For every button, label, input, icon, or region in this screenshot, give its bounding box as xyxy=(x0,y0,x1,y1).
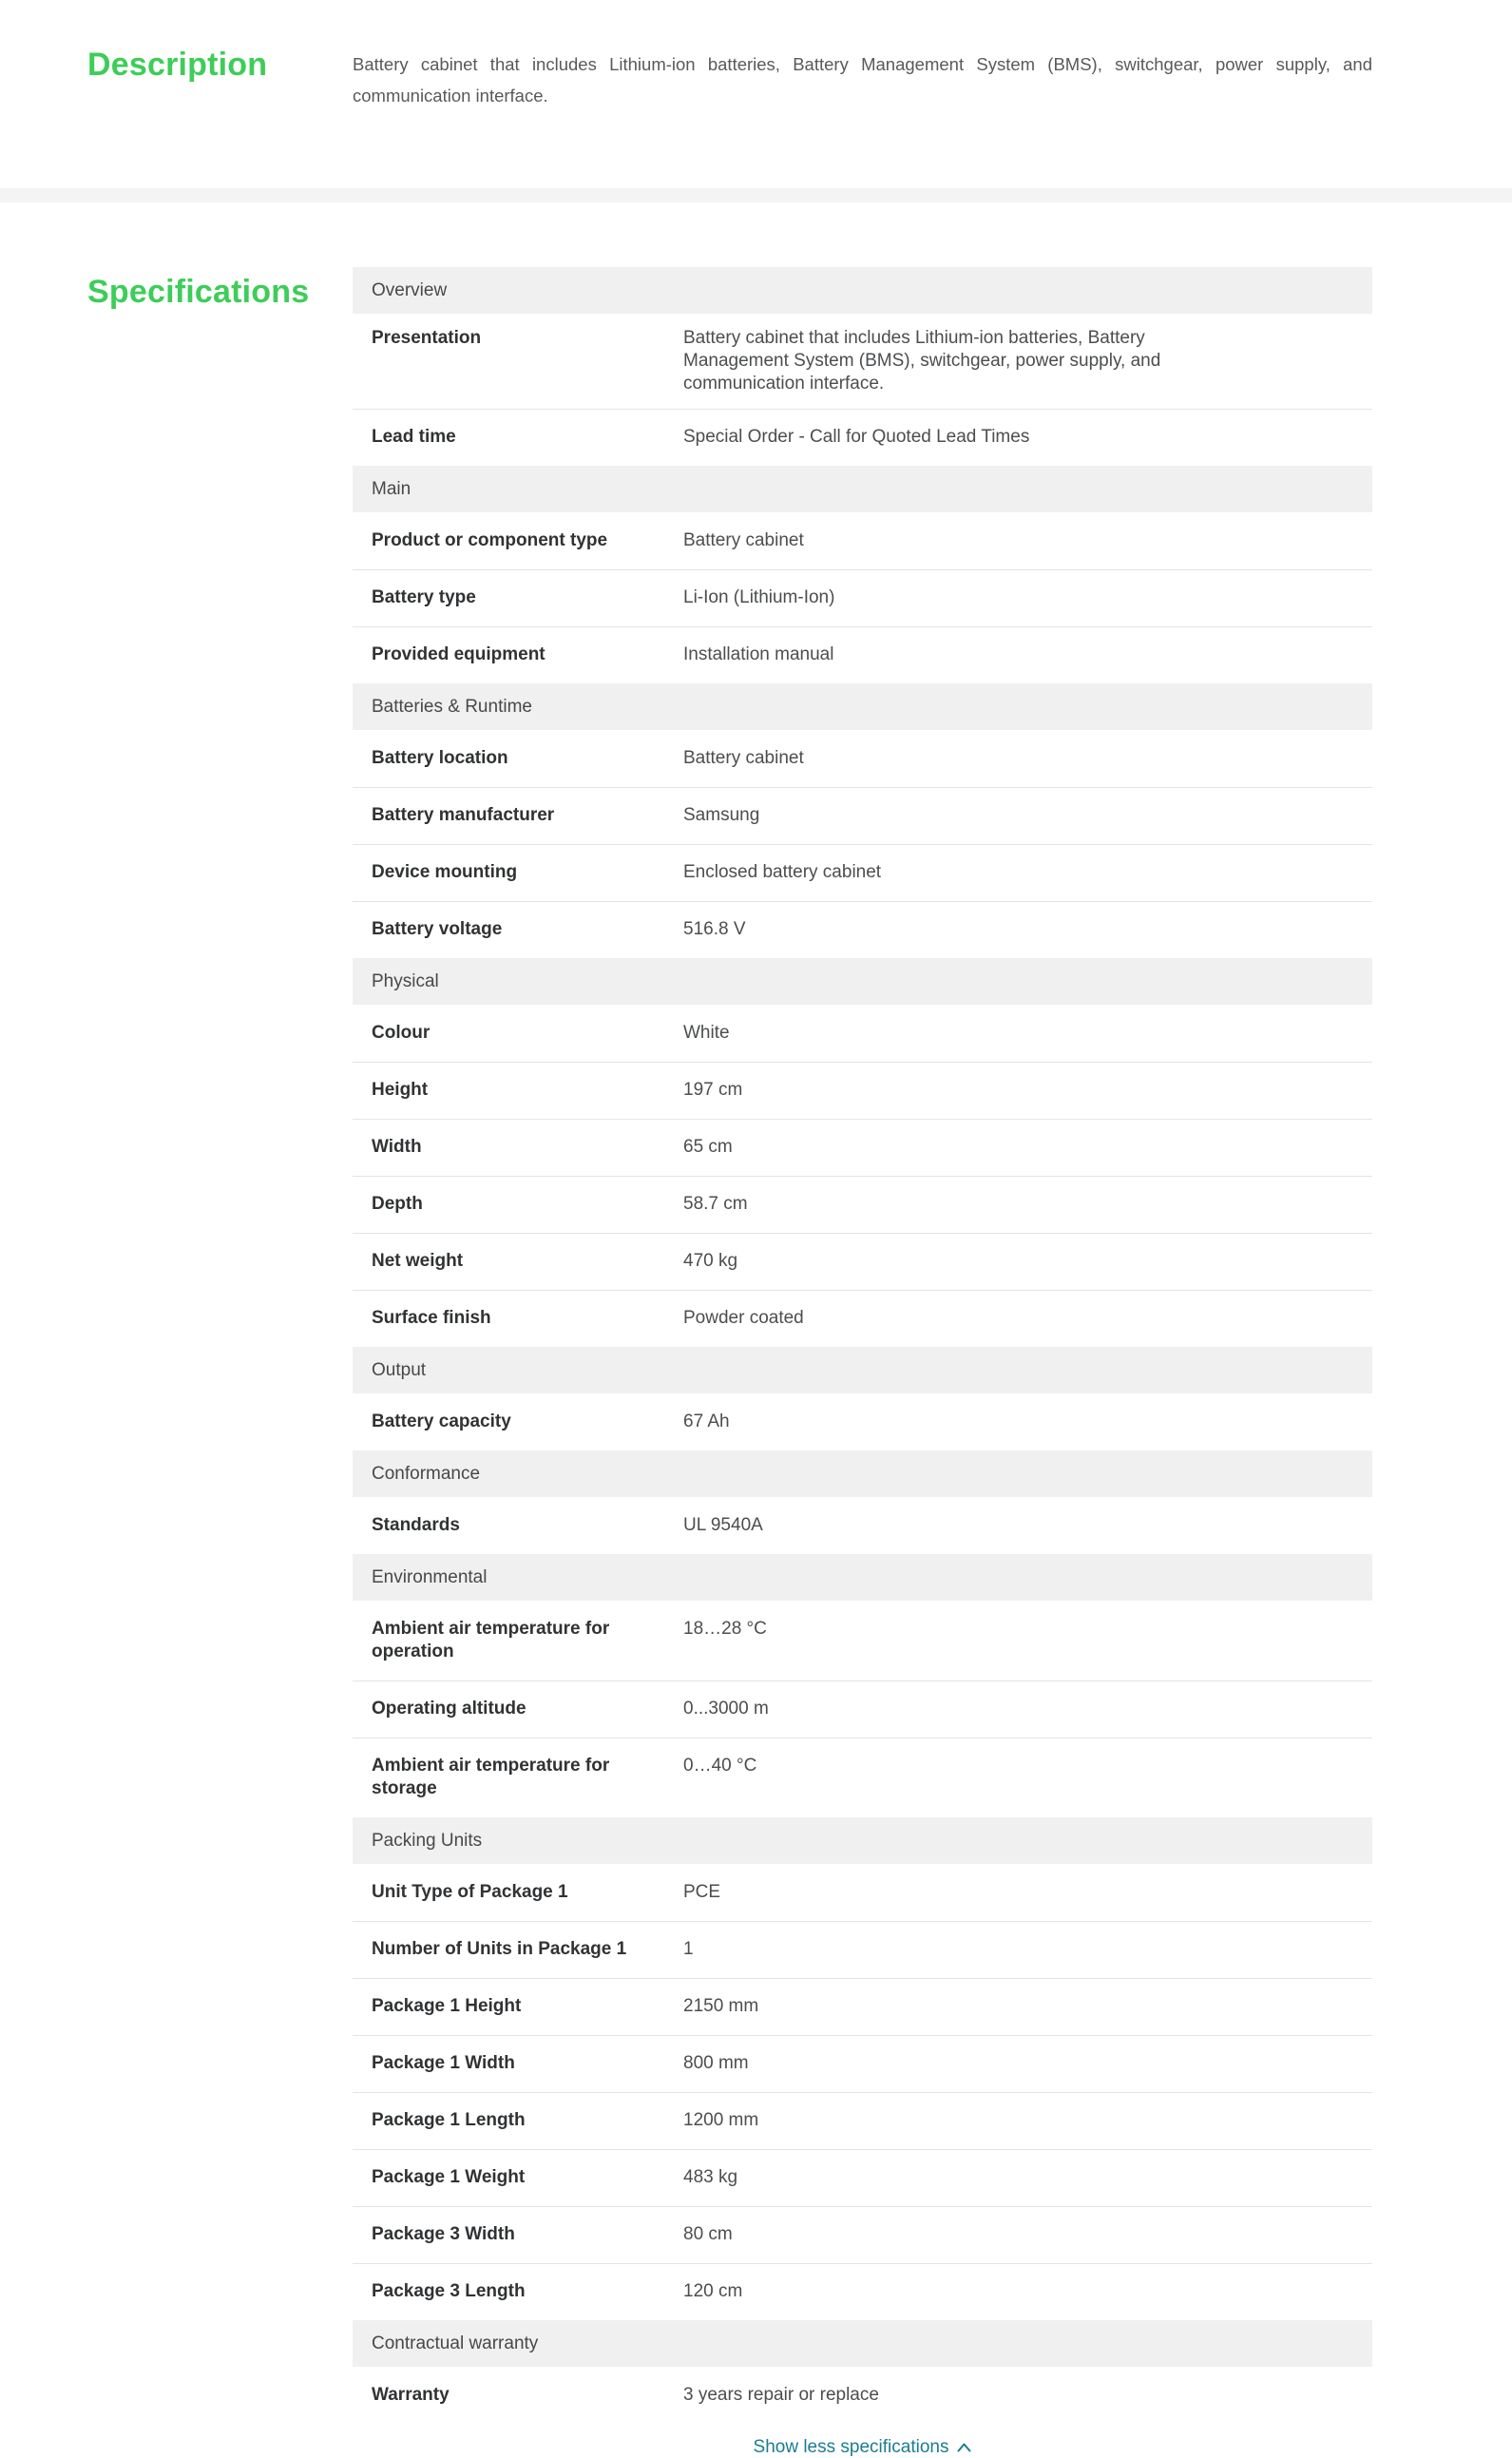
spec-row-value: Battery cabinet xyxy=(683,748,804,768)
spec-row xyxy=(353,1978,1372,2035)
spec-row xyxy=(353,569,1372,626)
spec-row-label: Standards xyxy=(372,1515,460,1535)
spec-row-label: Provided equipment xyxy=(372,644,545,664)
spec-row-value: Battery cabinet that includes Lithium-ion batteries, Battery Management System (BMS), switchgear, power supply, and communication interface. xyxy=(683,328,1161,394)
spec-row xyxy=(353,2149,1372,2206)
description-text: Battery cabinet that includes Lithium-ion batteries, Battery Management System (BMS), switchgear, power supply, and communication interface. xyxy=(353,54,1372,106)
spec-group-header: Contractual warranty xyxy=(353,2320,1372,2367)
spec-row xyxy=(353,1680,1372,1738)
spec-row-label: Battery manufacturer xyxy=(372,805,555,825)
spec-row xyxy=(353,2035,1372,2092)
spec-row xyxy=(353,1290,1372,1347)
spec-row xyxy=(353,2206,1372,2263)
spec-row xyxy=(353,844,1372,901)
spec-row-value: UL 9540A xyxy=(683,1515,763,1535)
spec-row-value: 2150 mm xyxy=(683,1996,759,2016)
spec-row-value: 80 cm xyxy=(683,2224,733,2244)
section-divider xyxy=(0,188,1512,202)
spec-row xyxy=(353,2092,1372,2149)
spec-row xyxy=(353,2367,1372,2424)
specifications-title: Specifications xyxy=(87,274,310,310)
spec-row xyxy=(353,730,1372,787)
spec-row-label: Battery capacity xyxy=(372,1411,511,1431)
spec-row xyxy=(353,1393,1372,1450)
spec-row-label: Battery type xyxy=(372,587,476,607)
spec-row-label: Warranty xyxy=(372,2385,450,2405)
spec-row-value: PCE xyxy=(683,1882,721,1902)
spec-row-value: Samsung xyxy=(683,805,760,825)
spec-row-value: 0…40 °C xyxy=(683,1756,757,1776)
spec-row-value: Powder coated xyxy=(683,1308,804,1328)
spec-row-value: Installation manual xyxy=(683,644,834,664)
spec-row-label: Package 1 Height xyxy=(372,1996,522,2016)
spec-row xyxy=(353,901,1372,958)
spec-row-label: Package 1 Length xyxy=(372,2110,526,2130)
description-content-column xyxy=(353,46,1512,111)
spec-row-label: Ambient air temperature for operation xyxy=(372,1619,610,1661)
spec-row-value: Battery cabinet xyxy=(683,530,804,550)
spec-row-label: Ambient air temperature for storage xyxy=(372,1756,610,1798)
spec-group-header: Conformance xyxy=(353,1450,1372,1497)
chevron-up-icon xyxy=(957,2443,971,2452)
spec-row xyxy=(353,1738,1372,1817)
spec-row-label: Width xyxy=(372,1137,422,1157)
spec-row-label: Package 3 Length xyxy=(372,2281,526,2301)
spec-row-label: Presentation xyxy=(372,328,482,348)
spec-row-value: 67 Ah xyxy=(683,1411,730,1431)
spec-row-label: Package 1 Weight xyxy=(372,2167,526,2187)
spec-row-value: White xyxy=(683,1023,730,1043)
spec-row-label: Battery voltage xyxy=(372,919,503,939)
spec-row-label: Colour xyxy=(372,1023,431,1043)
spec-row-value: Li-Ion (Lithium-Ion) xyxy=(683,587,835,607)
spec-row-value: 470 kg xyxy=(683,1251,738,1271)
spec-row-value: 0...3000 m xyxy=(683,1699,769,1719)
spec-row-value: 800 mm xyxy=(683,2053,749,2073)
spec-row-value: 58.7 cm xyxy=(683,1194,748,1214)
spec-row xyxy=(353,1601,1372,1680)
spec-row-label: Device mounting xyxy=(372,862,518,882)
spec-row-label: Lead time xyxy=(372,427,456,447)
spec-row xyxy=(353,2263,1372,2320)
show-less-specifications-label: Show less specifications xyxy=(753,2437,949,2457)
spec-group-header: Main xyxy=(353,466,1372,512)
specifications-heading-column xyxy=(0,267,353,311)
spec-row-label: Package 3 Width xyxy=(372,2224,515,2244)
spec-group-header: Environmental xyxy=(353,1554,1372,1601)
show-link-row xyxy=(353,2424,1372,2458)
spec-row-value: 3 years repair or replace xyxy=(683,2385,879,2405)
description-title: Description xyxy=(87,47,268,83)
spec-row-label: Package 1 Width xyxy=(372,2053,515,2073)
specifications-table xyxy=(353,267,1372,2424)
spec-row xyxy=(353,1062,1372,1119)
specifications-content-column xyxy=(353,267,1512,2458)
spec-row-label: Number of Units in Package 1 xyxy=(372,1939,627,1959)
spec-group-header: Overview xyxy=(353,267,1372,314)
spec-row-label: Battery location xyxy=(372,748,508,768)
spec-row xyxy=(353,1119,1372,1176)
specifications-section xyxy=(0,202,1512,2458)
description-section xyxy=(0,0,1512,188)
spec-row-label: Depth xyxy=(372,1194,423,1214)
spec-row xyxy=(353,512,1372,569)
spec-group-header: Output xyxy=(353,1347,1372,1393)
spec-row-label: Surface finish xyxy=(372,1308,491,1328)
spec-group-header: Batteries & Runtime xyxy=(353,683,1372,730)
spec-row xyxy=(353,1497,1372,1554)
spec-row-value: 197 cm xyxy=(683,1080,743,1100)
spec-row-label: Product or component type xyxy=(372,530,608,550)
spec-row-value: Enclosed battery cabinet xyxy=(683,862,882,882)
spec-row-value: 120 cm xyxy=(683,2281,743,2301)
spec-group-header: Packing Units xyxy=(353,1817,1372,1864)
show-less-specifications-link[interactable] xyxy=(754,2437,972,2458)
spec-row xyxy=(353,1921,1372,1978)
spec-row xyxy=(353,409,1372,466)
spec-row xyxy=(353,314,1372,409)
spec-row-value: Special Order - Call for Quoted Lead Times xyxy=(683,427,1030,447)
spec-row xyxy=(353,1005,1372,1062)
spec-row xyxy=(353,1233,1372,1290)
spec-row-value: 18…28 °C xyxy=(683,1619,767,1639)
spec-row-label: Net weight xyxy=(372,1251,464,1271)
spec-group-header: Physical xyxy=(353,958,1372,1005)
spec-row-value: 483 kg xyxy=(683,2167,738,2187)
spec-row xyxy=(353,1176,1372,1233)
description-heading-column xyxy=(0,46,353,84)
spec-row-label: Height xyxy=(372,1080,429,1100)
spec-row xyxy=(353,626,1372,683)
spec-row xyxy=(353,787,1372,844)
spec-row-value: 65 cm xyxy=(683,1137,733,1157)
spec-row-value: 1 xyxy=(683,1939,694,1959)
spec-row-value: 1200 mm xyxy=(683,2110,759,2130)
spec-row-label: Unit Type of Package 1 xyxy=(372,1882,568,1902)
spec-row-label: Operating altitude xyxy=(372,1699,526,1719)
spec-row xyxy=(353,1864,1372,1921)
spec-row-value: 516.8 V xyxy=(683,919,746,939)
